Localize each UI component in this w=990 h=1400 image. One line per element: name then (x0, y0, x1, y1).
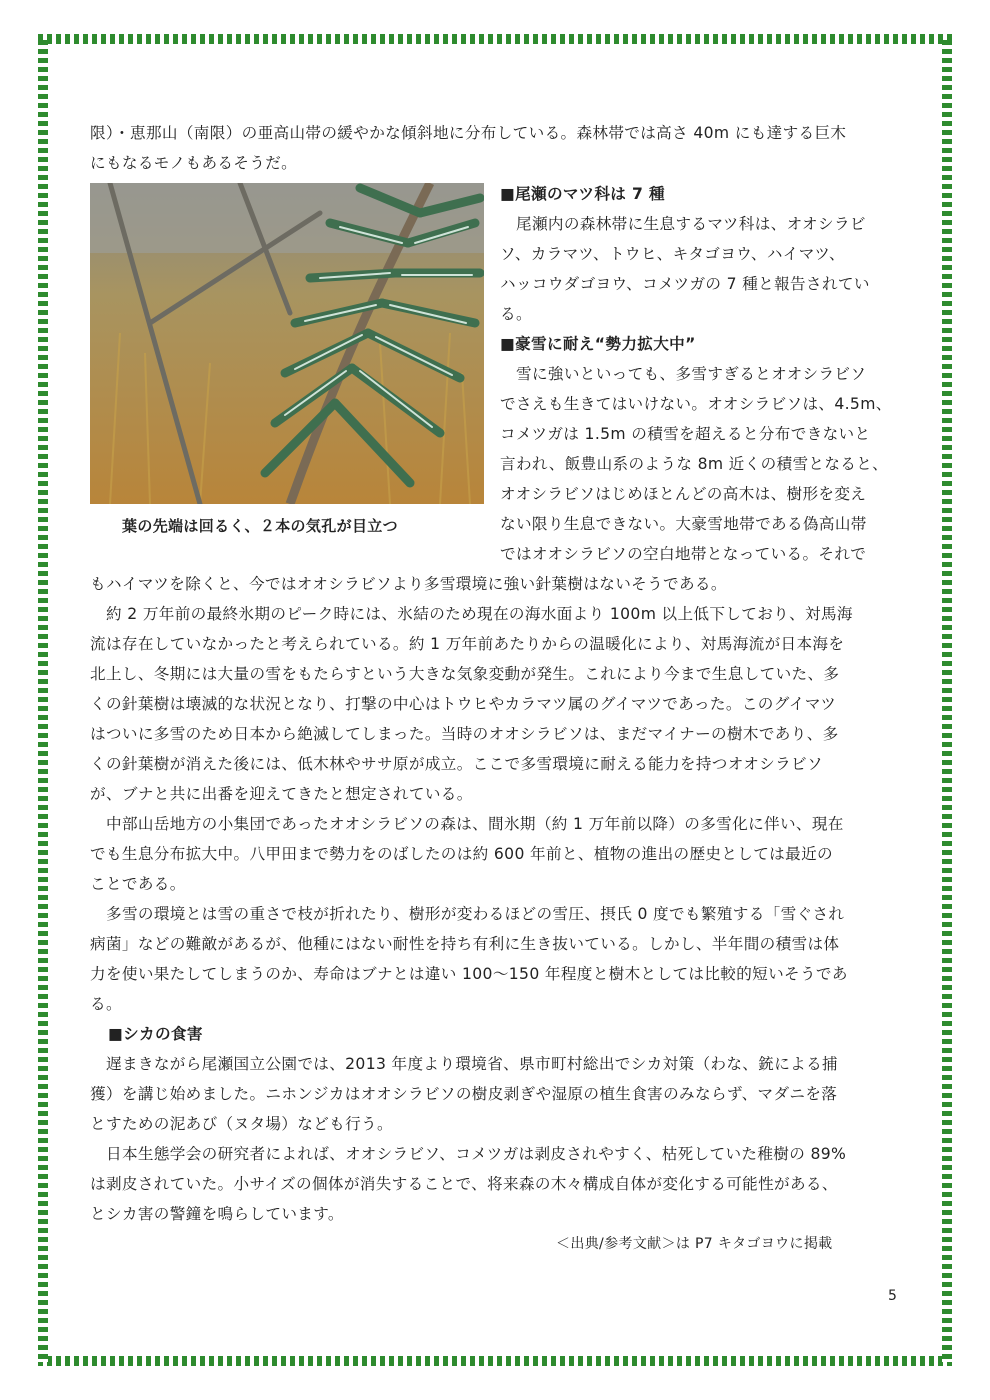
citation-note: ＜出典/参考文献＞は P7 キタゴヨウに掲載 (556, 1236, 833, 1252)
body-line: 日本生態学会の研究者によれば、オオシラビソ、コメツガは剥皮されやすく、枯死していた稚樹の 89% (106, 1145, 847, 1163)
section-heading: ■豪雪に耐え“勢力拡大中” (500, 335, 696, 353)
body-line: ハッコウダゴヨウ、コメツガの 7 種と報告されてい (500, 275, 870, 293)
body-line: 雪に強いといっても、多雪すぎるとオオシラビソ (516, 365, 867, 383)
body-line: にもなるモノもあるそうだ。 (90, 154, 298, 172)
fir-branch-illustration (90, 183, 484, 504)
body-line: 流は存在していなかったと考えられている。約 1 万年前あたりからの温暖化により、対馬海流が日本海を (90, 635, 845, 653)
body-line: 力を使い果たしてしまうのか、寿命はブナとは違い 100〜150 年程度と樹木としては比較的短いそうであ (90, 965, 848, 983)
body-line: くの針葉樹は壊滅的な状況となり、打撃の中心はトウヒやカラマツ属のグイマツであった。このグイマツ (90, 695, 837, 713)
body-line: 獲）を講じ始めました。ニホンジカはオオシラビソの樹皮剥ぎや湿原の植生食害のみならず、マダニを落 (90, 1085, 838, 1103)
page-border-right (942, 40, 952, 1362)
body-line: もハイマツを除くと、今ではオオシラビソより多雪環境に強い針葉樹はないそうである。 (90, 575, 727, 593)
section-heading: ■尾瀬のマツ科は 7 種 (500, 185, 665, 203)
body-line: でも生息分布拡大中。八甲田まで勢力をのばしたのは約 600 年前と、植物の進出の歴史としては最近の (90, 845, 833, 863)
body-line: 尾瀬内の森林帯に生息するマツ科は、オオシラビ (516, 215, 866, 233)
body-line: 北上し、冬期には大量の雪をもたらすという大きな気象変動が発生。これにより今まで生息していた、多 (90, 665, 840, 683)
body-line: ではオオシラビソの空白地帯となっている。それで (500, 545, 867, 563)
body-line: コメツガは 1.5m の積雪を超えると分布できないと (500, 425, 871, 443)
body-line: 多雪の環境とは雪の重さで枝が折れたり、樹形が変わるほどの雪圧、摂氏 0 度でも繁殖する「雪ぐされ (106, 905, 845, 923)
page-border-bottom (38, 1356, 952, 1366)
body-line: 病菌」などの難敵があるが、他種にはない耐性を持ち有利に生き抜いている。しかし、半年間の積雪は体 (90, 935, 840, 953)
body-line: が、ブナと共に出番を迎えてきたと想定されている。 (90, 785, 473, 803)
body-line: る。 (500, 305, 532, 323)
page-number: 5 (888, 1288, 898, 1304)
body-line: でさえも生きてはいけない。オオシラビソは、4.5m、 (500, 395, 892, 413)
body-line: 限）・恵那山（南限）の亜高山帯の緩やかな傾斜地に分布している。森林帯では高さ 40m にも達する巨木 (90, 124, 847, 142)
body-line: 遅まきながら尾瀬国立公園では、2013 年度より環境省、県市町村総出でシカ対策（わな、銃による捕 (106, 1055, 838, 1073)
body-line: 言われ、飯豊山系のような 8m 近くの積雪となると、 (500, 455, 889, 473)
body-line: 約 2 万年前の最終氷期のピーク時には、氷結のため現在の海水面より 100m 以上低下しており、対馬海 (106, 605, 853, 623)
body-line: ことである。 (90, 875, 186, 893)
photo-caption: 葉の先端は回るく、２本の気孔が目立つ (122, 517, 399, 535)
body-line: はついに多雪のため日本から絶滅してしまった。当時のオオシラビソは、まだマイナーの樹木であり、多 (90, 725, 839, 743)
body-line: とすための泥あび（ヌタ場）なども行う。 (90, 1115, 393, 1133)
body-line: オオシラビソはじめほとんどの高木は、樹形を変え (500, 485, 867, 503)
body-line: 中部山岳地方の小集団であったオオシラビソの森は、間氷期（約 1 万年前以降）の多雪化に伴い、現在 (106, 815, 844, 833)
body-line: くの針葉樹が消えた後には、低木林やササ原が成立。ここで多雪環境に耐える能力を持つオオシラビソ (90, 755, 823, 773)
fir-needle-photo (90, 183, 484, 504)
body-line: ない限り生息できない。大豪雪地帯である偽高山帯 (500, 515, 867, 533)
body-line: とシカ害の警鐘を鳴らしています。 (90, 1205, 344, 1223)
body-line: る。 (90, 995, 122, 1013)
page-border-left (38, 40, 48, 1362)
body-line: ソ、カラマツ、トウヒ、キタゴヨウ、ハイマツ、 (500, 245, 845, 263)
section-heading: ■シカの食害 (108, 1025, 203, 1043)
body-line: は剥皮されていた。小サイズの個体が消失することで、将来森の木々構成自体が変化する可能性がある、 (90, 1175, 838, 1193)
page-border-top (38, 34, 952, 44)
